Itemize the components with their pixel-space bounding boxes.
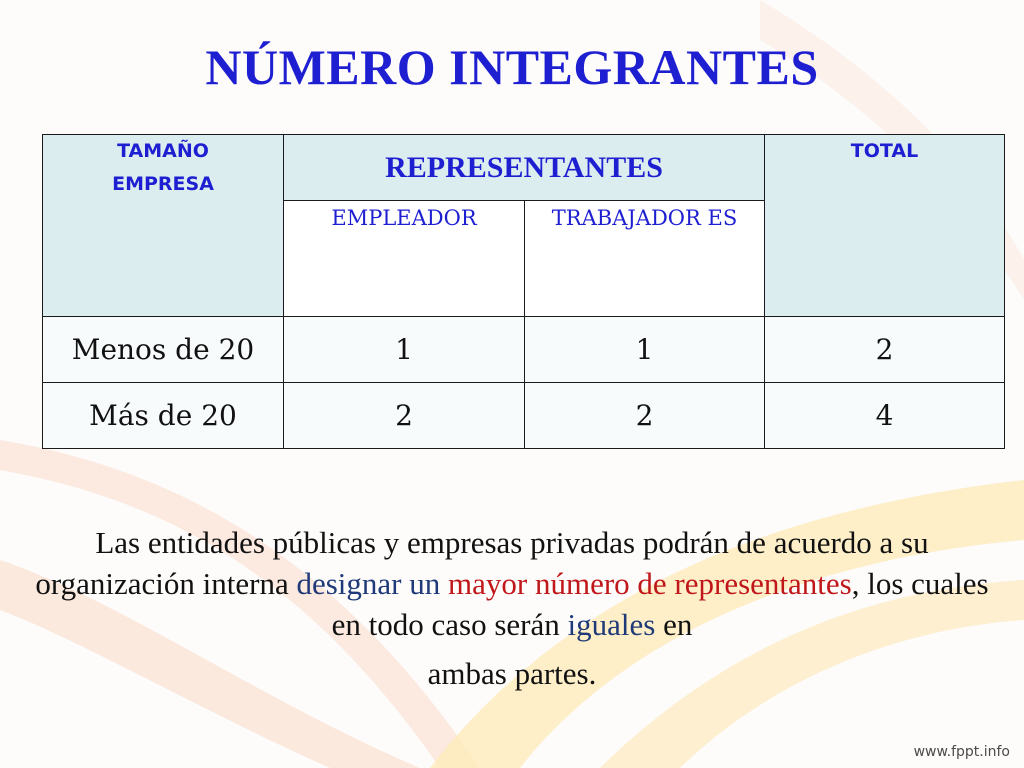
cell-trabajadores: 1 <box>525 317 765 383</box>
paragraph-highlight-designar: designar un <box>296 566 441 601</box>
body-paragraph <box>30 522 994 694</box>
cell-size: Menos de 20 <box>43 317 284 383</box>
paragraph-text: Las entidades públicas y empresas privadas podrán de acuerdo a su organización interna <box>35 525 929 601</box>
paragraph-text: en <box>655 607 693 642</box>
paragraph-text: , los cuales en todo caso serán <box>331 566 989 642</box>
cell-size: Más de 20 <box>43 383 284 449</box>
footer-watermark: www.fppt.info <box>913 744 1010 760</box>
cell-empleador: 2 <box>284 383 525 449</box>
cell-total: 2 <box>765 317 1005 383</box>
cell-trabajadores: 2 <box>525 383 765 449</box>
paragraph-highlight-iguales: iguales <box>567 607 656 642</box>
slide-title: NÚMERO INTEGRANTES <box>205 39 819 95</box>
table-row <box>43 317 1005 383</box>
table-row <box>43 383 1005 449</box>
header-total: TOTAL <box>765 135 1005 317</box>
header-trabajadores: TRABAJADOR ES <box>525 201 765 317</box>
paragraph-last-line: ambas partes. <box>427 656 597 691</box>
header-company-size: TAMAÑO EMPRESA <box>43 135 284 317</box>
header-representantes: REPRESENTANTES <box>284 135 765 201</box>
paragraph-highlight-mayor-numero: mayor número de representantes <box>448 566 852 601</box>
header-empleador: EMPLEADOR <box>284 201 525 317</box>
members-table <box>42 134 1005 449</box>
cell-total: 4 <box>765 383 1005 449</box>
cell-empleador: 1 <box>284 317 525 383</box>
